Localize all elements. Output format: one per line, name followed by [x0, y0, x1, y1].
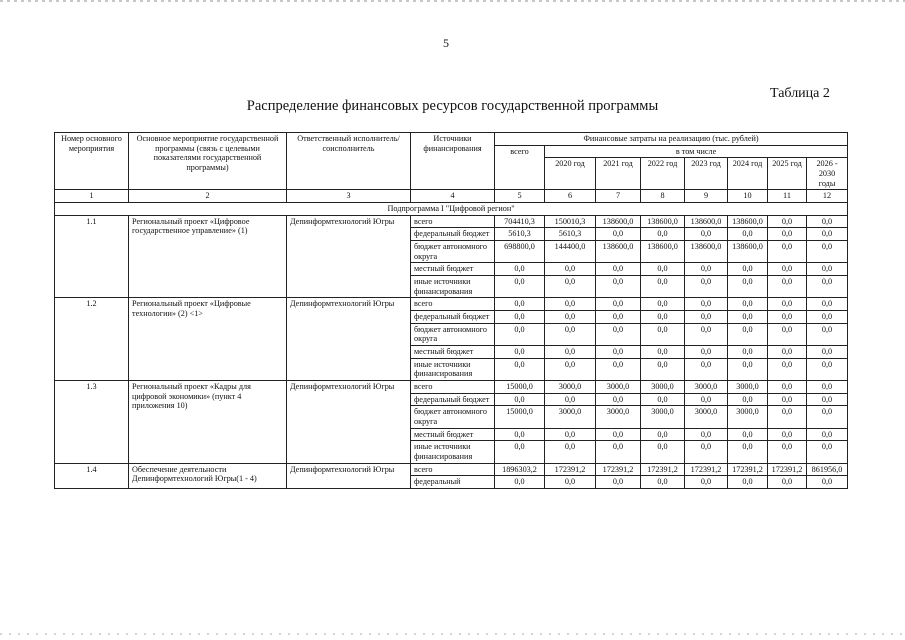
cost-value: 0,0 — [545, 311, 596, 324]
funding-source: бюджет автономного округа — [411, 406, 495, 428]
cost-value: 0,0 — [685, 346, 728, 359]
cost-value: 3000,0 — [596, 406, 641, 428]
cost-value: 0,0 — [728, 428, 768, 441]
column-number: 3 — [287, 190, 411, 203]
cost-value: 0,0 — [768, 476, 807, 489]
cost-value: 0,0 — [728, 276, 768, 298]
funding-source: иные источники финансирования — [411, 276, 495, 298]
cost-value: 3000,0 — [641, 381, 685, 394]
activity-number: 1.2 — [55, 298, 129, 381]
cost-value: 138600,0 — [596, 215, 641, 228]
cost-value: 0,0 — [495, 358, 545, 380]
cost-value: 0,0 — [807, 441, 848, 463]
cost-value: 0,0 — [495, 323, 545, 345]
cost-value: 0,0 — [641, 393, 685, 406]
header-year: 2023 год — [685, 158, 728, 190]
cost-value: 0,0 — [685, 263, 728, 276]
cost-value: 0,0 — [807, 381, 848, 394]
cost-value: 0,0 — [596, 476, 641, 489]
cost-value: 0,0 — [768, 215, 807, 228]
activity-executor: Депинформтехнологий Югры — [287, 298, 411, 381]
header-year: 2026 - 2030 годы — [807, 158, 848, 190]
cost-value: 0,0 — [807, 323, 848, 345]
cost-value: 0,0 — [807, 263, 848, 276]
cost-value: 1896303,2 — [495, 463, 545, 476]
cost-value: 138600,0 — [596, 241, 641, 263]
funding-source: иные источники финансирования — [411, 441, 495, 463]
cost-value: 0,0 — [495, 393, 545, 406]
funding-source: бюджет автономного округа — [411, 241, 495, 263]
cost-value: 0,0 — [685, 298, 728, 311]
column-number: 9 — [685, 190, 728, 203]
cost-value: 0,0 — [641, 276, 685, 298]
activity-number: 1.4 — [55, 463, 129, 488]
cost-value: 0,0 — [685, 476, 728, 489]
funding-source: всего — [411, 298, 495, 311]
scan-edge-bottom — [0, 633, 905, 635]
cost-value: 0,0 — [807, 428, 848, 441]
cost-value: 3000,0 — [685, 381, 728, 394]
funding-source: федеральный бюджет — [411, 393, 495, 406]
cost-value: 0,0 — [728, 346, 768, 359]
cost-value: 0,0 — [768, 406, 807, 428]
cost-value: 0,0 — [641, 358, 685, 380]
cost-value: 0,0 — [768, 358, 807, 380]
cost-value: 0,0 — [768, 346, 807, 359]
cost-value: 0,0 — [685, 393, 728, 406]
table-row — [55, 215, 848, 228]
header-number: Номер основного мероприятия — [55, 133, 129, 190]
cost-value: 172391,2 — [596, 463, 641, 476]
subprogram-row — [55, 203, 848, 216]
activity-name: Региональный проект «Кадры для цифровой экономики» (пункт 4 приложения 10) — [129, 381, 287, 464]
cost-value: 3000,0 — [545, 406, 596, 428]
cost-value: 0,0 — [728, 393, 768, 406]
funding-source: местный бюджет — [411, 263, 495, 276]
column-number: 12 — [807, 190, 848, 203]
table-label: Таблица 2 — [770, 86, 830, 101]
table-header — [55, 133, 848, 203]
column-number: 10 — [728, 190, 768, 203]
activity-number: 1.1 — [55, 215, 129, 298]
activity-executor: Депинформтехнологий Югры — [287, 215, 411, 298]
cost-value: 0,0 — [728, 228, 768, 241]
cost-value: 0,0 — [807, 311, 848, 324]
funding-source: всего — [411, 463, 495, 476]
header-source: Источники финансирования — [411, 133, 495, 190]
cost-value: 172391,2 — [685, 463, 728, 476]
cost-value: 0,0 — [685, 323, 728, 345]
cost-value: 138600,0 — [641, 215, 685, 228]
page-title: Распределение финансовых ресурсов государственной программы — [246, 98, 659, 114]
cost-value: 0,0 — [495, 428, 545, 441]
cost-value: 3000,0 — [545, 381, 596, 394]
cost-value: 0,0 — [728, 311, 768, 324]
funding-source: местный бюджет — [411, 346, 495, 359]
cost-value: 0,0 — [728, 358, 768, 380]
page-number: 5 — [443, 36, 449, 50]
cost-value: 0,0 — [728, 263, 768, 276]
cost-value: 0,0 — [641, 263, 685, 276]
funding-source: бюджет автономного округа — [411, 323, 495, 345]
cost-value: 0,0 — [596, 393, 641, 406]
cost-value: 0,0 — [596, 276, 641, 298]
cost-value: 0,0 — [768, 441, 807, 463]
cost-value: 0,0 — [728, 441, 768, 463]
cost-value: 0,0 — [807, 298, 848, 311]
header-total: всего — [495, 145, 545, 190]
cost-value: 172391,2 — [545, 463, 596, 476]
cost-value: 0,0 — [596, 323, 641, 345]
funding-source: всего — [411, 215, 495, 228]
cost-value: 0,0 — [495, 311, 545, 324]
cost-value: 3000,0 — [728, 406, 768, 428]
cost-value: 0,0 — [495, 346, 545, 359]
cost-value: 0,0 — [807, 241, 848, 263]
column-number: 4 — [411, 190, 495, 203]
cost-value: 172391,2 — [768, 463, 807, 476]
activity-executor: Депинформтехнологий Югры — [287, 381, 411, 464]
cost-value: 0,0 — [807, 358, 848, 380]
cost-value: 138600,0 — [685, 215, 728, 228]
header-including: в том числе — [545, 145, 848, 158]
cost-value: 0,0 — [596, 428, 641, 441]
cost-value: 0,0 — [641, 298, 685, 311]
cost-value: 0,0 — [495, 276, 545, 298]
funding-source: федеральный бюджет — [411, 311, 495, 324]
cost-value: 0,0 — [495, 476, 545, 489]
cost-value: 0,0 — [545, 358, 596, 380]
cost-value: 0,0 — [545, 263, 596, 276]
cost-value: 0,0 — [728, 298, 768, 311]
table-row — [55, 463, 848, 476]
cost-value: 0,0 — [641, 346, 685, 359]
cost-value: 0,0 — [641, 441, 685, 463]
activity-number: 1.3 — [55, 381, 129, 464]
header-year: 2022 год — [641, 158, 685, 190]
cost-value: 138600,0 — [728, 215, 768, 228]
cost-value: 0,0 — [807, 215, 848, 228]
cost-value: 0,0 — [495, 298, 545, 311]
column-number: 7 — [596, 190, 641, 203]
cost-value: 0,0 — [545, 298, 596, 311]
financial-resources-table — [54, 132, 848, 489]
cost-value: 0,0 — [768, 276, 807, 298]
table-row — [55, 298, 848, 311]
column-number: 11 — [768, 190, 807, 203]
cost-value: 0,0 — [641, 476, 685, 489]
cost-value: 0,0 — [768, 393, 807, 406]
cost-value: 0,0 — [768, 323, 807, 345]
cost-value: 15000,0 — [495, 381, 545, 394]
cost-value: 0,0 — [545, 476, 596, 489]
cost-value: 0,0 — [807, 346, 848, 359]
cost-value: 0,0 — [596, 311, 641, 324]
cost-value: 3000,0 — [641, 406, 685, 428]
cost-value: 0,0 — [807, 406, 848, 428]
header-year: 2024 год — [728, 158, 768, 190]
cost-value: 0,0 — [685, 276, 728, 298]
cost-value: 0,0 — [545, 346, 596, 359]
column-number: 8 — [641, 190, 685, 203]
cost-value: 15000,0 — [495, 406, 545, 428]
column-number: 6 — [545, 190, 596, 203]
cost-value: 0,0 — [768, 263, 807, 276]
subprogram-title: Подпрограмма I "Цифровой регион" — [55, 203, 848, 216]
cost-value: 5610,3 — [545, 228, 596, 241]
header-year: 2020 год — [545, 158, 596, 190]
cost-value: 172391,2 — [728, 463, 768, 476]
cost-value: 0,0 — [768, 428, 807, 441]
funding-source: иные источники финансирования — [411, 358, 495, 380]
cost-value: 3000,0 — [685, 406, 728, 428]
funding-source: федеральный бюджет — [411, 228, 495, 241]
cost-value: 0,0 — [545, 276, 596, 298]
header-executor: Ответственный исполнитель/ соисполнитель — [287, 133, 411, 190]
cost-value: 0,0 — [685, 441, 728, 463]
funding-source: всего — [411, 381, 495, 394]
header-year: 2025 год — [768, 158, 807, 190]
cost-value: 0,0 — [495, 441, 545, 463]
header-costs: Финансовые затраты на реализацию (тыс. рублей) — [495, 133, 848, 146]
activity-executor: Депинформтехнологий Югры — [287, 463, 411, 488]
funding-source: местный бюджет — [411, 428, 495, 441]
cost-value: 0,0 — [641, 323, 685, 345]
cost-value: 0,0 — [768, 381, 807, 394]
cost-value: 0,0 — [728, 323, 768, 345]
cost-value: 0,0 — [545, 393, 596, 406]
cost-value: 0,0 — [545, 323, 596, 345]
cost-value: 172391,2 — [641, 463, 685, 476]
cost-value: 698800,0 — [495, 241, 545, 263]
cost-value: 0,0 — [596, 263, 641, 276]
cost-value: 0,0 — [685, 358, 728, 380]
cost-value: 0,0 — [807, 228, 848, 241]
cost-value: 0,0 — [807, 393, 848, 406]
cost-value: 144400,0 — [545, 241, 596, 263]
cost-value: 138600,0 — [685, 241, 728, 263]
cost-value: 0,0 — [596, 298, 641, 311]
cost-value: 0,0 — [728, 476, 768, 489]
cost-value: 0,0 — [807, 476, 848, 489]
header-year: 2021 год — [596, 158, 641, 190]
cost-value: 0,0 — [685, 228, 728, 241]
cost-value: 0,0 — [641, 311, 685, 324]
column-number: 5 — [495, 190, 545, 203]
table-row — [55, 381, 848, 394]
cost-value: 0,0 — [545, 441, 596, 463]
cost-value: 0,0 — [641, 228, 685, 241]
cost-value: 0,0 — [807, 276, 848, 298]
cost-value: 0,0 — [596, 358, 641, 380]
scan-edge-top — [0, 0, 905, 2]
cost-value: 861956,0 — [807, 463, 848, 476]
cost-value: 0,0 — [768, 228, 807, 241]
cost-value: 138600,0 — [641, 241, 685, 263]
cost-value: 0,0 — [768, 241, 807, 263]
cost-value: 0,0 — [545, 428, 596, 441]
cost-value: 0,0 — [596, 228, 641, 241]
cost-value: 0,0 — [685, 311, 728, 324]
cost-value: 0,0 — [768, 311, 807, 324]
activity-name: Региональный проект «Цифровое государственное управление» (1) — [129, 215, 287, 298]
cost-value: 0,0 — [685, 428, 728, 441]
cost-value: 0,0 — [495, 263, 545, 276]
column-number: 1 — [55, 190, 129, 203]
cost-value: 138600,0 — [728, 241, 768, 263]
header-activity: Основное мероприятие государственной программы (связь с целевыми показателями государственной программы) — [129, 133, 287, 190]
cost-value: 704410,3 — [495, 215, 545, 228]
cost-value: 5610,3 — [495, 228, 545, 241]
activity-name: Региональный проект «Цифровые технологии» (2) <1> — [129, 298, 287, 381]
cost-value: 3000,0 — [596, 381, 641, 394]
column-number: 2 — [129, 190, 287, 203]
funding-source: федеральный — [411, 476, 495, 489]
column-numbers-row — [55, 190, 848, 203]
activity-name: Обеспечение деятельности Депинформтехнологий Югры(1 - 4) — [129, 463, 287, 488]
cost-value: 0,0 — [596, 441, 641, 463]
cost-value: 150010,3 — [545, 215, 596, 228]
cost-value: 3000,0 — [728, 381, 768, 394]
cost-value: 0,0 — [596, 346, 641, 359]
cost-value: 0,0 — [641, 428, 685, 441]
cost-value: 0,0 — [768, 298, 807, 311]
table-body — [55, 203, 848, 489]
